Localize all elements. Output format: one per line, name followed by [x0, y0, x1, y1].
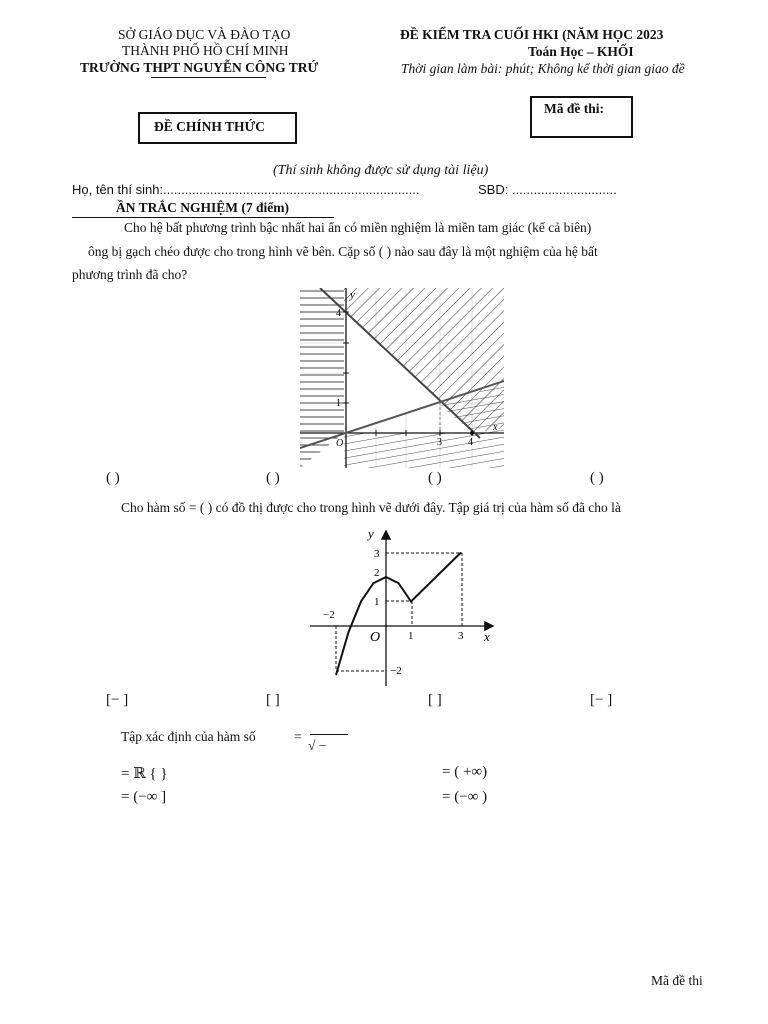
city-name: THÀNH PHỐ HỒ CHÍ MINH — [122, 43, 289, 58]
dept-name: SỞ GIÁO DỤC VÀ ĐÀO TẠO — [118, 27, 291, 42]
q2-tick-x3: 3 — [458, 630, 464, 642]
q2-tick-xn2: −2 — [323, 609, 335, 621]
q1-line1: Cho hệ bất phương trình bậc nhất hai ẩn có miền nghiệm là miền tam giác (kể cả biên) — [124, 220, 592, 235]
q2-option-c[interactable]: [ ] — [428, 692, 442, 708]
q1-option-a[interactable]: ( ) — [106, 470, 120, 486]
q1-origin: O — [336, 438, 344, 449]
exam-title: ĐỀ KIỂM TRA CUỐI HKI (NĂM HỌC 2023 — [400, 27, 664, 42]
q3-fraction-bar — [310, 734, 348, 735]
q2-tick-y2: 2 — [374, 567, 380, 579]
q2-tick-y3: 3 — [374, 548, 380, 560]
q1-line3: phương trình đã cho? — [72, 267, 188, 282]
q2-tick-x1: 1 — [408, 630, 414, 642]
q2-option-b[interactable]: [ ] — [266, 692, 280, 708]
school-name: TRƯỜNG THPT NGUYỄN CÔNG TRỨ — [80, 60, 319, 75]
section-underline — [72, 217, 334, 218]
q1-option-d[interactable]: ( ) — [590, 470, 604, 486]
q1-graph — [300, 288, 504, 468]
q2-graph — [306, 526, 498, 688]
q1-y-label: y — [350, 289, 355, 301]
q2-tick-yn2: −2 — [390, 665, 402, 677]
q2-y-label: y — [368, 526, 374, 541]
q1-option-b[interactable]: ( ) — [266, 470, 280, 486]
sbd-line: SBD: ............................. — [478, 182, 617, 197]
q1-tick-1y: 1 — [336, 398, 341, 409]
official-label: ĐỀ CHÍNH THỨC — [154, 119, 266, 134]
footer-code-label: Mã đề thi — [651, 973, 703, 988]
exam-code-box — [530, 96, 633, 138]
name-line: Họ, tên thí sinh:....................................................................... — [72, 182, 420, 197]
q1-tick-4y: 4 — [336, 308, 341, 319]
q3-formula-denominator: √ − — [308, 738, 327, 753]
q2-text: Cho hàm số = ( ) có đồ thị được cho trong hình vẽ dưới đây. Tập giá trị của hàm số đã cho là — [121, 500, 621, 515]
q1-option-c[interactable]: ( ) — [428, 470, 442, 486]
q2-option-d[interactable]: [− ] — [590, 692, 613, 708]
q2-x-label: x — [484, 629, 490, 644]
q2-tick-y1: 1 — [374, 596, 380, 608]
q1-line2: ông bị gạch chéo được cho trong hình vẽ bên. Cặp số ( ) nào sau đây là một nghiệm của hệ bất — [88, 244, 598, 259]
q3-option-c[interactable]: = (−∞ ] — [121, 789, 167, 805]
q2-option-a[interactable]: [− ] — [106, 692, 129, 708]
q1-x-label: x — [493, 422, 498, 433]
q2-function-curve — [336, 553, 461, 676]
q3-formula-eq: = — [294, 729, 302, 744]
section-title: ẦN TRẮC NGHIỆM (7 điểm) — [116, 200, 289, 215]
q3-text: Tập xác định của hàm số — [121, 729, 256, 744]
q1-tick-3x: 3 — [437, 437, 442, 448]
exam-code-label: Mã đề thi: — [544, 101, 604, 116]
q3-option-b[interactable]: = ( +∞) — [442, 764, 488, 780]
q3-option-a[interactable]: = ℝ { } — [121, 766, 168, 782]
q1-point-4 — [470, 431, 474, 435]
official-box — [138, 112, 297, 144]
q1-hatch-bottom — [344, 433, 474, 468]
q3-option-d[interactable]: = (−∞ ) — [442, 789, 488, 805]
subject-line: Toán Học – KHỐI — [528, 44, 634, 59]
header-underline — [151, 77, 266, 78]
no-materials-note: (Thí sinh không được sử dụng tài liệu) — [273, 163, 489, 178]
q2-origin: O — [370, 630, 381, 645]
time-line: Thời gian làm bài: phút; Không kể thời gian giao đề — [401, 61, 685, 76]
q1-graph-body — [300, 288, 504, 468]
q1-tick-4x: 4 — [468, 437, 473, 448]
